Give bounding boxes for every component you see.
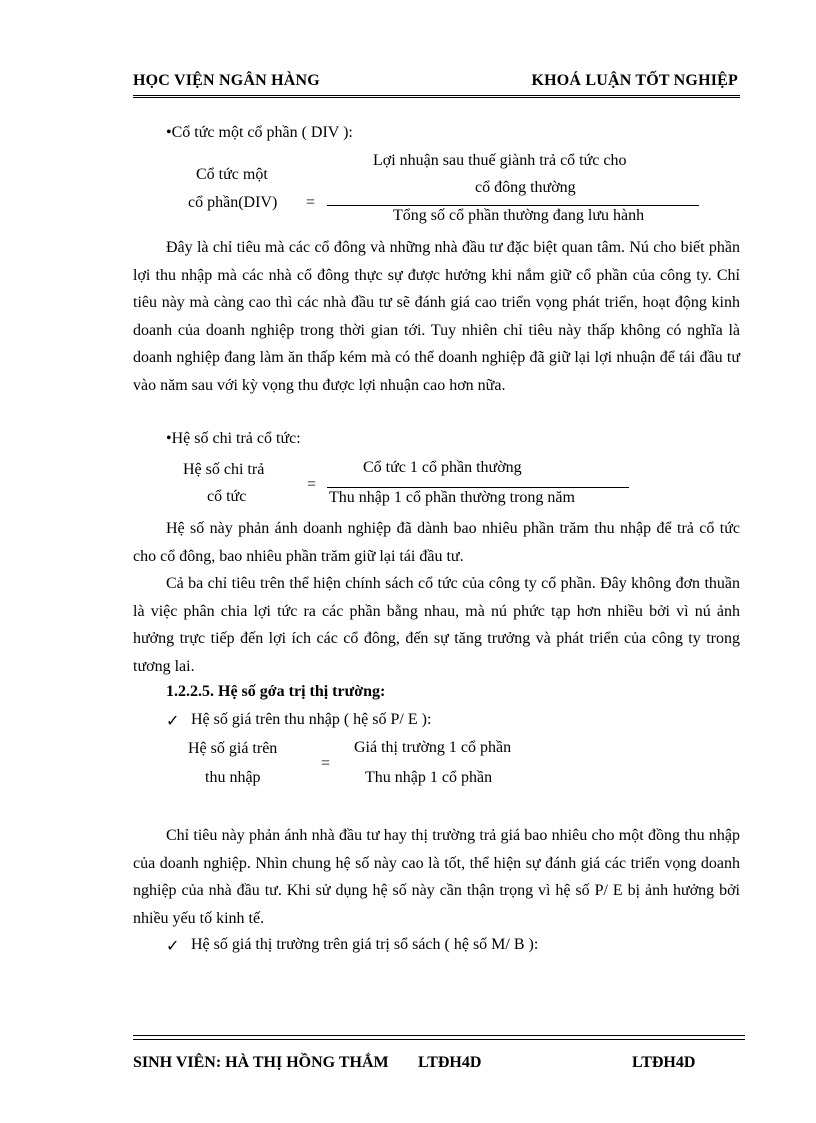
div-lhs-line1: Cổ tức một bbox=[196, 166, 268, 183]
footer-rule-bottom bbox=[133, 1039, 745, 1040]
payout-bullet: •Hệ số chi trả cổ tức: bbox=[166, 430, 301, 447]
footer-rule-top bbox=[133, 1035, 745, 1036]
footer-class-right: LTĐH4D bbox=[632, 1054, 696, 1071]
pe-paragraph: Chỉ tiêu này phản ánh nhà đầu tư hay thị trường trả giá bao nhiêu cho một đồng thu nhập của doanh nghiệp. Nhìn chung hệ số này cao là tốt, thể hiện sự đánh giá các triển vọng doanh nghiệp của nhà đầu tư. Khi sử dụng hệ số này cần thận trọng vì hệ số P/ E bị ảnh hưởng bởi nhiều yếu tố kinh tế. bbox=[133, 827, 740, 927]
payout-equals: = bbox=[307, 476, 317, 493]
pe-denominator: Thu nhập 1 cổ phần bbox=[365, 769, 493, 786]
payout-lhs-line1: Hệ số chi trả bbox=[183, 461, 265, 478]
payout-lhs-line2: cổ tức bbox=[207, 488, 247, 505]
header-right: KHOÁ LUẬN TỐT NGHIỆP bbox=[531, 72, 738, 89]
div-numerator-line2: cổ đông thường bbox=[475, 179, 576, 196]
div-fraction-bar bbox=[327, 205, 699, 206]
payout-fraction-bar bbox=[327, 487, 629, 488]
payout-numerator: Cổ tức 1 cổ phần thường bbox=[363, 459, 522, 476]
header-rule bbox=[133, 95, 740, 98]
div-equals: = bbox=[306, 194, 316, 211]
div-lhs-line2: cổ phần(DIV) bbox=[188, 194, 278, 211]
header-left: HỌC VIỆN NGÂN HÀNG bbox=[133, 72, 320, 89]
div-numerator-line1: Lợi nhuận sau thuế giành trả cổ tức cho bbox=[373, 152, 627, 169]
pe-equals: = bbox=[321, 755, 331, 772]
section-heading: 1.2.2.5. Hệ số gớa trị thị trường: bbox=[166, 683, 386, 700]
footer-student: SINH VIÊN: HÀ THỊ HỒNG THẮM bbox=[133, 1054, 389, 1071]
pe-lhs-line2: thu nhập bbox=[205, 769, 261, 786]
payout-denominator: Thu nhập 1 cổ phần thường trong năm bbox=[329, 489, 575, 506]
payout-paragraph-2: Cả ba chỉ tiêu trên thể hiện chính sách cổ tức của công ty cổ phần. Đây không đơn thuần là việc phân chia lợi tức ra các phần bằng nhau, mà nú phức tạp hơn nhiều bởi vì nú ảnh hưởng trực tiếp đến lợi ích các cổ đông, đến sự tăng trưởng và phát triển của công ty trong tương lai. bbox=[133, 575, 740, 675]
mb-item: Hệ số giá thị trường trên giá trị sổ sách ( hệ số M/ B ): bbox=[191, 936, 539, 953]
payout-paragraph-1: Hệ số này phản ánh doanh nghiệp đã dành bao nhiêu phần trăm thu nhập để trả cổ tức cho cổ đông, bao nhiêu phần trăm giữ lại tái đầu tư. bbox=[133, 520, 740, 565]
div-bullet: •Cổ tức một cổ phần ( DIV ): bbox=[166, 124, 353, 141]
pe-item: Hệ số giá trên thu nhập ( hệ số P/ E ): bbox=[191, 711, 432, 728]
check-icon: ✓ bbox=[166, 938, 180, 955]
footer-class-mid: LTĐH4D bbox=[418, 1054, 482, 1071]
check-icon: ✓ bbox=[166, 713, 180, 730]
pe-lhs-line1: Hệ số giá trên bbox=[188, 740, 278, 757]
div-paragraph: Đây là chỉ tiêu mà các cổ đông và những nhà đầu tư đặc biệt quan tâm. Nú cho biết phần lợi thu nhập mà các nhà cổ đông thực sự được hưởng khi nắm giữ cổ phần của công ty. Chỉ tiêu này mà càng cao thì các nhà đầu tư sẽ đánh giá cao triển vọng phát triển, hoạt động kinh doanh của doanh nghiệp trong thời gian tới. Tuy nhiên chỉ tiêu này thấp không có nghĩa là doanh nghiệp đang làm ăn thấp kém mà có thể doanh nghiệp đã giữ lại lợi nhuận để tái đầu tư vào năm sau với kỳ vọng thu được lợi nhuận cao hơn nữa. bbox=[133, 239, 740, 394]
pe-numerator: Giá thị trường 1 cổ phần bbox=[354, 739, 512, 756]
div-denominator: Tổng số cổ phần thường đang lưu hành bbox=[393, 207, 645, 224]
